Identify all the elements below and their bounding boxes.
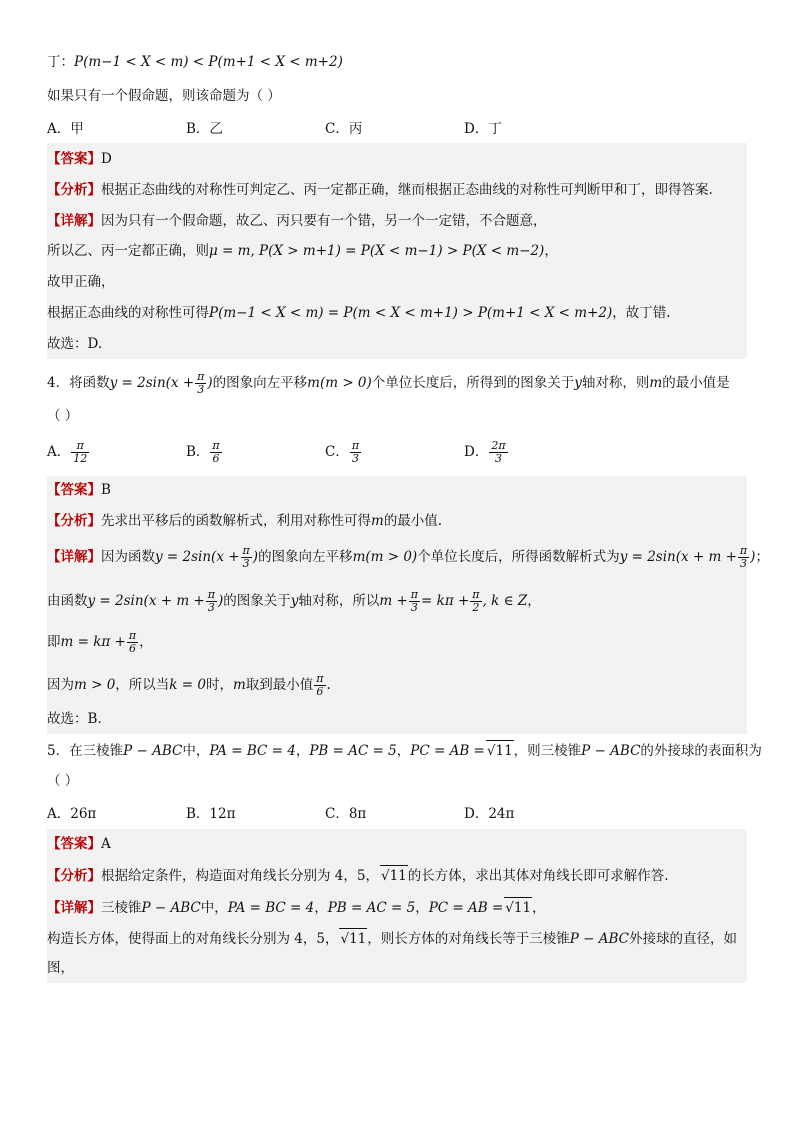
fraction [738,545,749,570]
detail-pabc: P − ABC [569,931,630,947]
fraction [241,545,252,570]
detail-text: 中， [200,900,228,916]
answer-tag: 【答案】 [47,482,101,498]
q4-option-c [325,440,362,465]
ding-label: 丁： [47,54,74,70]
q5-solution-box [47,829,747,983]
q5-detail-line-1 [47,897,546,918]
frac-den: 3 [242,557,250,570]
q4-m: m [649,375,663,391]
q4-y: y [574,375,582,391]
detail-m: m [232,677,246,693]
fraction [71,440,89,465]
sqrt-value: 11 [349,931,367,947]
frac-den: 6 [316,685,324,698]
frac-num: π [212,439,220,452]
detail-text: 取到最小值 [245,677,314,693]
analysis-tag: 【分析】 [47,868,101,884]
fraction [127,630,138,655]
q5-pabc: P − ABC [581,743,641,759]
q4-m: m(m > 0) [307,375,372,391]
q5-analysis [47,865,669,886]
sqrt-value: 11 [389,868,407,884]
q4-options [47,440,647,470]
frac-num: π [316,672,324,685]
detail-text: ，则长方体的对角线长等于三棱锥 [367,931,570,947]
q4-detail-line-4 [47,672,331,698]
detail-tag: 【详解】 [47,900,101,916]
detail-text: 即 [47,634,61,650]
detail-formula: = kπ + [421,593,470,609]
frac-num: 2π [491,439,506,452]
detail-formula: m = kπ + [60,634,126,650]
q5-cond-3: PC = AB = [410,743,485,759]
frac-num: π [207,588,215,601]
analysis-tag: 【分析】 [47,182,101,198]
detail-formula: m(m > 0) [352,549,418,565]
q4-stem-text: 轴对称，则 [581,375,650,391]
sqrt-value: 11 [495,743,513,759]
q5-stem-text: 5．在三棱锥 [47,743,124,759]
frac-den: 6 [128,642,136,655]
option-letter: C． [325,444,349,460]
analysis-text: 先求出平移后的函数解析式，利用对称性可得 [101,513,371,529]
sqrt-value: 11 [513,900,532,916]
fraction [489,440,507,465]
detail-formula: k = 0 [169,677,206,693]
q5-detail-line-3: 图， [47,960,74,976]
detail-formula: m > 0 [74,677,116,693]
frac-den: 12 [73,452,88,465]
ding-expr: P(m−1 < X < m) < P(m+1 < X < m+2) [74,54,343,70]
q3-option-c: C．丙 [325,121,363,137]
detail-y: y [290,593,299,609]
frac-den: 3 [740,557,748,570]
detail-tag: 【详解】 [47,213,101,229]
q3-detail-line-2 [47,241,558,261]
q4-solution-box [47,476,769,734]
comma: ， [314,900,328,916]
q5-stem [47,740,762,761]
q5-option-a: A．26π [47,806,97,822]
detail-text: 外接球的直径，如 [629,931,738,947]
frac-den: 3 [410,601,418,614]
detail-formula: , k ∈ Z [482,593,528,609]
option-letter: D． [464,444,489,460]
detail-formula: y = 2sin(x + m + [87,593,205,609]
q5-answer [47,834,111,854]
q4-stem: 4．将函数y = 2sin(x + $\frac{\pi}{3}$ )的图象向左平移m(m > 0)个单位长度后，所得到的图象关于y轴对称，则m的最小值是 [47,370,730,396]
detail-text: 构造长方体，使得面上的对角线长分别为 4，5， [47,931,339,947]
detail-cond-1: PA = BC = 4 [227,900,315,916]
q5-cond-1: PA = BC = 4 [209,743,296,759]
q3-ding-statement [47,52,343,72]
frac-den: 2 [472,601,480,614]
q4-stem-text: 个单位长度后，所得到的图象关于 [371,375,575,391]
frac-num: π [71,440,89,453]
detail-pabc: P − ABC [141,900,201,916]
analysis-m: m [371,513,384,529]
fraction [350,440,361,465]
detail-formula: P(m−1 < X < m) = P(m < X < m+1) > P(m+1 < X < m+2) [209,305,613,321]
detail-text: 三棱锥 [101,900,142,916]
q3-detail-line-1 [47,211,547,231]
q4-detail-line-1: 【详解】因为函数y = 2sin(x + $\frac{\pi}{3}$ )的图象向左平移m(m > 0)个单位长度后，所得函数解析式为y = 2sin(x + m + $\frac{\pi}{3}$ )； [47,544,769,570]
q3-analysis [47,180,713,200]
q4-detail-line-2: 由函数y = 2sin(x + m + $\frac{\pi}{3}$ )的图象关于y轴对称，所以m + $\frac{\pi}{3}$ = kπ + $\frac{\pi}{2}$ , k ∈ Z， [47,588,541,614]
q4-detail-conclusion: 故选：B. [47,711,102,727]
sqrt: √11 [504,897,532,918]
q3-option-a: A．甲 [47,121,84,137]
frac-num: π [197,370,205,383]
q3-option-b: B．乙 [186,121,223,137]
q5-cond-2: PB = AC = 5 [309,743,397,759]
detail-text: 根据正态曲线的对称性可得 [47,305,209,321]
comma: ， [415,900,429,916]
frac-den: 3 [494,452,502,465]
detail-text: 因为 [47,677,74,693]
answer-text: D [101,151,112,167]
q5-option-d: D．24π [464,806,515,822]
q4-option-a [47,440,90,465]
fraction [206,589,217,614]
detail-text: 个单位长度后，所得函数解析式为 [417,549,620,565]
sqrt: √11 [486,740,514,761]
q4-func: y = 2sin(x + [109,375,195,391]
fraction [195,371,206,396]
q5-stem-text: 的外接球的表面积为 [640,743,762,759]
q4-analysis [47,511,442,531]
detail-tag: 【详解】 [47,549,101,565]
q3-detail-conclusion: 故选：D. [47,336,103,352]
q3-detail-line-4 [47,303,671,323]
detail-text: ，故丁错. [612,305,671,321]
detail-text: ， [544,243,558,259]
detail-formula: y = 2sin(x + m + [619,549,737,565]
q5-stem-text: ，则三棱锥 [513,743,582,759]
frac-num: π [351,439,360,452]
q3-answer [47,149,112,169]
analysis-text: 的长方体，求出其体对角线长即可求解作答. [407,868,669,884]
detail-formula: m + [379,593,408,609]
frac-num: π [242,544,250,557]
q4-option-d [464,440,509,465]
frac-den: 3 [197,383,205,396]
sqrt: √11 [339,928,367,949]
frac-den: 6 [212,452,220,465]
comma: ， [295,743,310,759]
q4-paren: （ ） [47,408,79,424]
q5-option-c: C．8π [325,806,367,822]
analysis-text: 根据给定条件，构造面对角线长分别为 4，5， [101,868,379,884]
answer-tag: 【答案】 [47,151,101,167]
q3-prompt: 如果只有一个假命题，则该命题为（ ） [47,88,281,104]
frac-den: 3 [207,601,215,614]
analysis-text: 根据正态曲线的对称性可判定乙、丙一定都正确，继而根据正态曲线的对称性可判断甲和丁，即得答案. [101,182,713,198]
detail-text: ， [527,593,541,609]
q5-pabc: P − ABC [123,743,183,759]
detail-text: . [326,677,331,693]
q5-option-b: B．12π [186,806,236,822]
q5-paren: （ ） [47,773,79,789]
q4-answer [47,480,111,500]
q3-option-d: D．丁 [464,121,502,137]
frac-num: π [472,588,480,601]
detail-text: 因为函数 [101,549,155,565]
detail-formula: y = 2sin(x + [155,549,240,565]
option-letter: B． [186,444,210,460]
q3-solution-box [47,143,747,359]
q3-detail-line-3: 故甲正确， [47,274,115,290]
q4-option-b [186,440,223,465]
detail-text: 的图象向左平移 [258,549,353,565]
analysis-tag: 【分析】 [47,513,101,529]
frac-num: π [410,588,419,601]
q4-stem-text: 4．将函数 [47,375,110,391]
detail-text: ， [139,634,153,650]
detail-text: ，所以当 [115,677,170,693]
fraction [470,589,481,614]
detail-text: 由函数 [47,593,88,609]
q4-detail-line-3 [47,629,153,655]
q5-detail-line-2 [47,928,737,949]
frac-num: π [128,629,137,642]
answer-tag: 【答案】 [47,836,101,852]
detail-cond-2: PB = AC = 5 [327,900,416,916]
comma: ， [532,900,546,916]
detail-text: 因为只有一个假命题，故乙、丙只要有一个错，另一个一定错，不合题意， [101,213,547,229]
detail-cond-3: PC = AB = [428,900,504,916]
detail-text: 的图象关于 [223,593,291,609]
detail-text: 所以乙、丙一定都正确，则 [47,243,209,259]
answer-text: A [101,836,111,852]
q4-stem-text: 的图象向左平移 [212,375,308,391]
q3-options [47,117,647,139]
detail-text: 轴对称，所以 [298,593,380,609]
analysis-text: 的最小值. [383,513,443,529]
fraction [210,440,221,465]
frac-num: π [739,544,748,557]
sqrt: √11 [380,865,408,886]
frac-den: 3 [351,452,359,465]
comma: ， [396,743,411,759]
fraction [314,673,325,698]
q4-stem-text: 的最小值是 [662,375,730,391]
fraction [409,589,420,614]
q5-options [47,802,647,824]
detail-formula: μ = m, P(X > m+1) = P(X < m−1) > P(X < m−2) [209,243,545,259]
option-letter: A． [47,444,71,460]
answer-text: B [101,482,111,498]
detail-text: 时， [205,677,233,693]
q5-stem-text: 中， [182,743,210,759]
detail-text: ； [755,549,769,565]
